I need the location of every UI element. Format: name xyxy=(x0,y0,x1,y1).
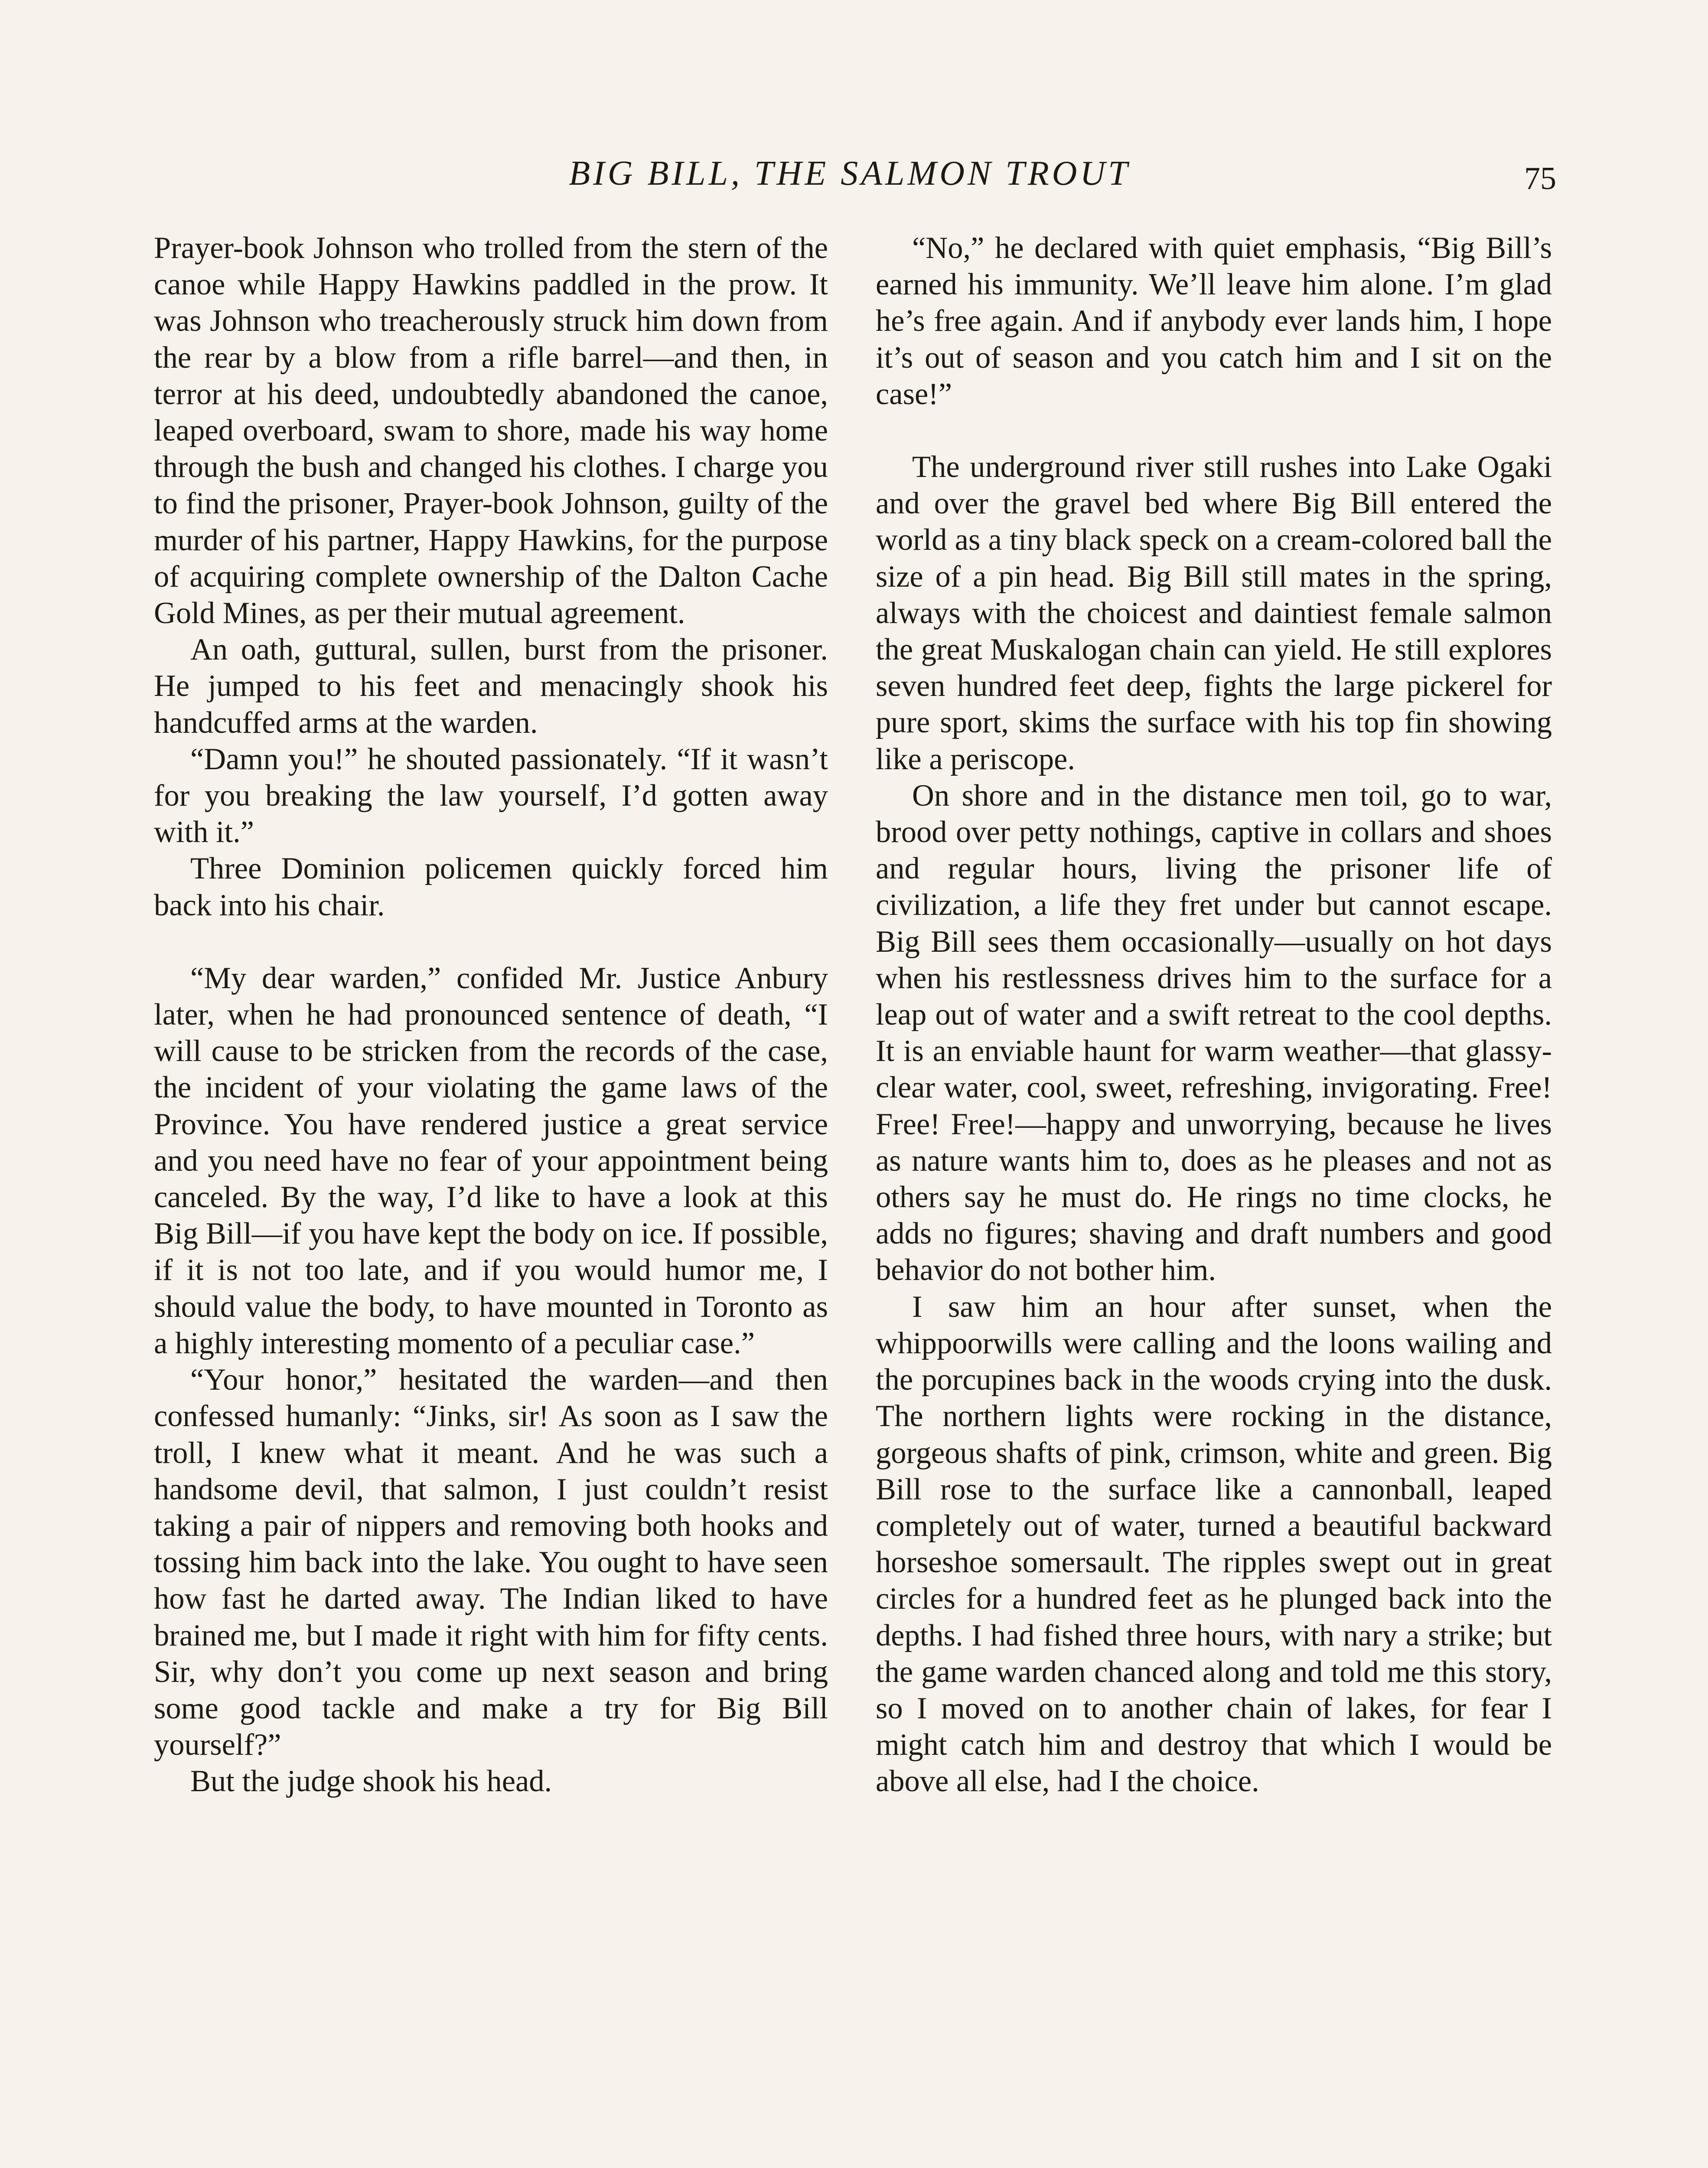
paragraph: “Damn you!” he shouted passionately. “If it wasn’t for you breaking the law yourself, I’d gotten away with it.” xyxy=(154,742,828,849)
page-number: 75 xyxy=(1524,161,1556,196)
left-column xyxy=(154,230,828,1800)
running-title: BIG BILL, THE SALMON TROUT xyxy=(569,154,1131,193)
paragraph: But the judge shook his head. xyxy=(190,1764,552,1799)
paragraph: Prayer-book Johnson who trolled from the stern of the canoe while Happy Hawkins paddled in the prow. It was Johnson who treacherously struck him down from the rear by a blow from a rifle barrel—and then, in terror at his deed, undoubtedly abandoned the canoe, leaped overboard, swam to shore, made his way home through the bush and changed his clothes. I charge you to find the prisoner, Prayer-book Johnson, guilty of the murder of his partner, Happy Hawkins, for the purpose of acquiring complete ownership of the Dalton Cache Gold Mines, as per their mutual agreement. xyxy=(154,231,828,630)
paragraph: “Your honor,” hesitated the warden—and then confessed humanly: “Jinks, sir! As soon as I saw the troll, I knew what it meant. And he was such a handsome devil, that salmon, I just couldn’t resist taking a pair of nippers and removing both hooks and tossing him back into the lake. You ought to have seen how fast he darted away. The Indian liked to have brained me, but I made it right with him for fifty cents. Sir, why don’t you come up next season and bring some good tackle and make a try for Big Bill yourself?” xyxy=(154,1363,828,1762)
paragraph: Three Dominion policemen quickly forced him back into his chair. xyxy=(154,852,828,922)
paragraph: The underground river still rushes into Lake Ogaki and over the gravel bed where Big Bill entered the world as a tiny black speck on a cream-colored ball the size of a pin head. Big Bill still mates in the spring, always with the choicest and daintiest female salmon the great Muskalogan chain can yield. He still explores seven hundred feet deep, fights the large pickerel for pure sport, skims the surface with his top fin showing like a periscope. xyxy=(876,450,1552,776)
paragraph: I saw him an hour after sunset, when the whippoorwills were calling and the loons wailing and the porcupines back in the woods crying into the dusk. The northern lights were rocking in the distance, gorgeous shafts of pink, crimson, white and green. Big Bill rose to the surface like a cannonball, leaped completely out of water, turned a beautiful backward horseshoe somersault. The ripples swept out in great circles for a hundred feet as he plunged back into the depths. I had fished three hours, with nary a strike; but the game warden chanced along and told me this story, so I moved on to another chain of lakes, for fear I might catch him and destroy that which I would be above all else, had I the choice. xyxy=(876,1290,1552,1799)
paragraph: An oath, guttural, sullen, burst from the prisoner. He jumped to his feet and menacingly shook his handcuffed arms at the warden. xyxy=(154,633,828,740)
right-column xyxy=(876,230,1552,1800)
paragraph: “No,” he declared with quiet emphasis, “Big Bill’s earned his immunity. We’ll leave him alone. I’m glad he’s free again. And if anybody ever lands him, I hope it’s out of season and you catch him and I sit on the case!” xyxy=(876,231,1552,411)
paragraph: “My dear warden,” confided Mr. Justice Anbury later, when he had pronounced sentence of death, “I will cause to be stricken from the records of the case, the incident of your violating the game laws of the Province. You have rendered justice a great service and you need have no fear of your appointment being canceled. By the way, I’d like to have a look at this Big Bill—if you have kept the body on ice. If possible, if it is not too late, and if you would humor me, I should value the body, to have mounted in Toronto as a highly interesting momento of a peculiar case.” xyxy=(154,961,828,1360)
paragraph: On shore and in the distance men toil, go to war, brood over petty nothings, captive in collars and shoes and regular hours, living the prisoner life of civilization, a life they fret under but cannot escape. Big Bill sees them occasionally—usually on hot days when his restlessness drives him to the surface for a leap out of water and a swift retreat to the cool depths. It is an enviable haunt for warm weather—that glassy-clear water, cool, sweet, refreshing, invigorating. Free! Free! Free!—happy and unworrying, because he lives as nature wants him to, does as he pleases and not as others say he must do. He rings no time clocks, he adds no figures; shaving and draft numbers and good behavior do not bother him. xyxy=(876,778,1552,1287)
